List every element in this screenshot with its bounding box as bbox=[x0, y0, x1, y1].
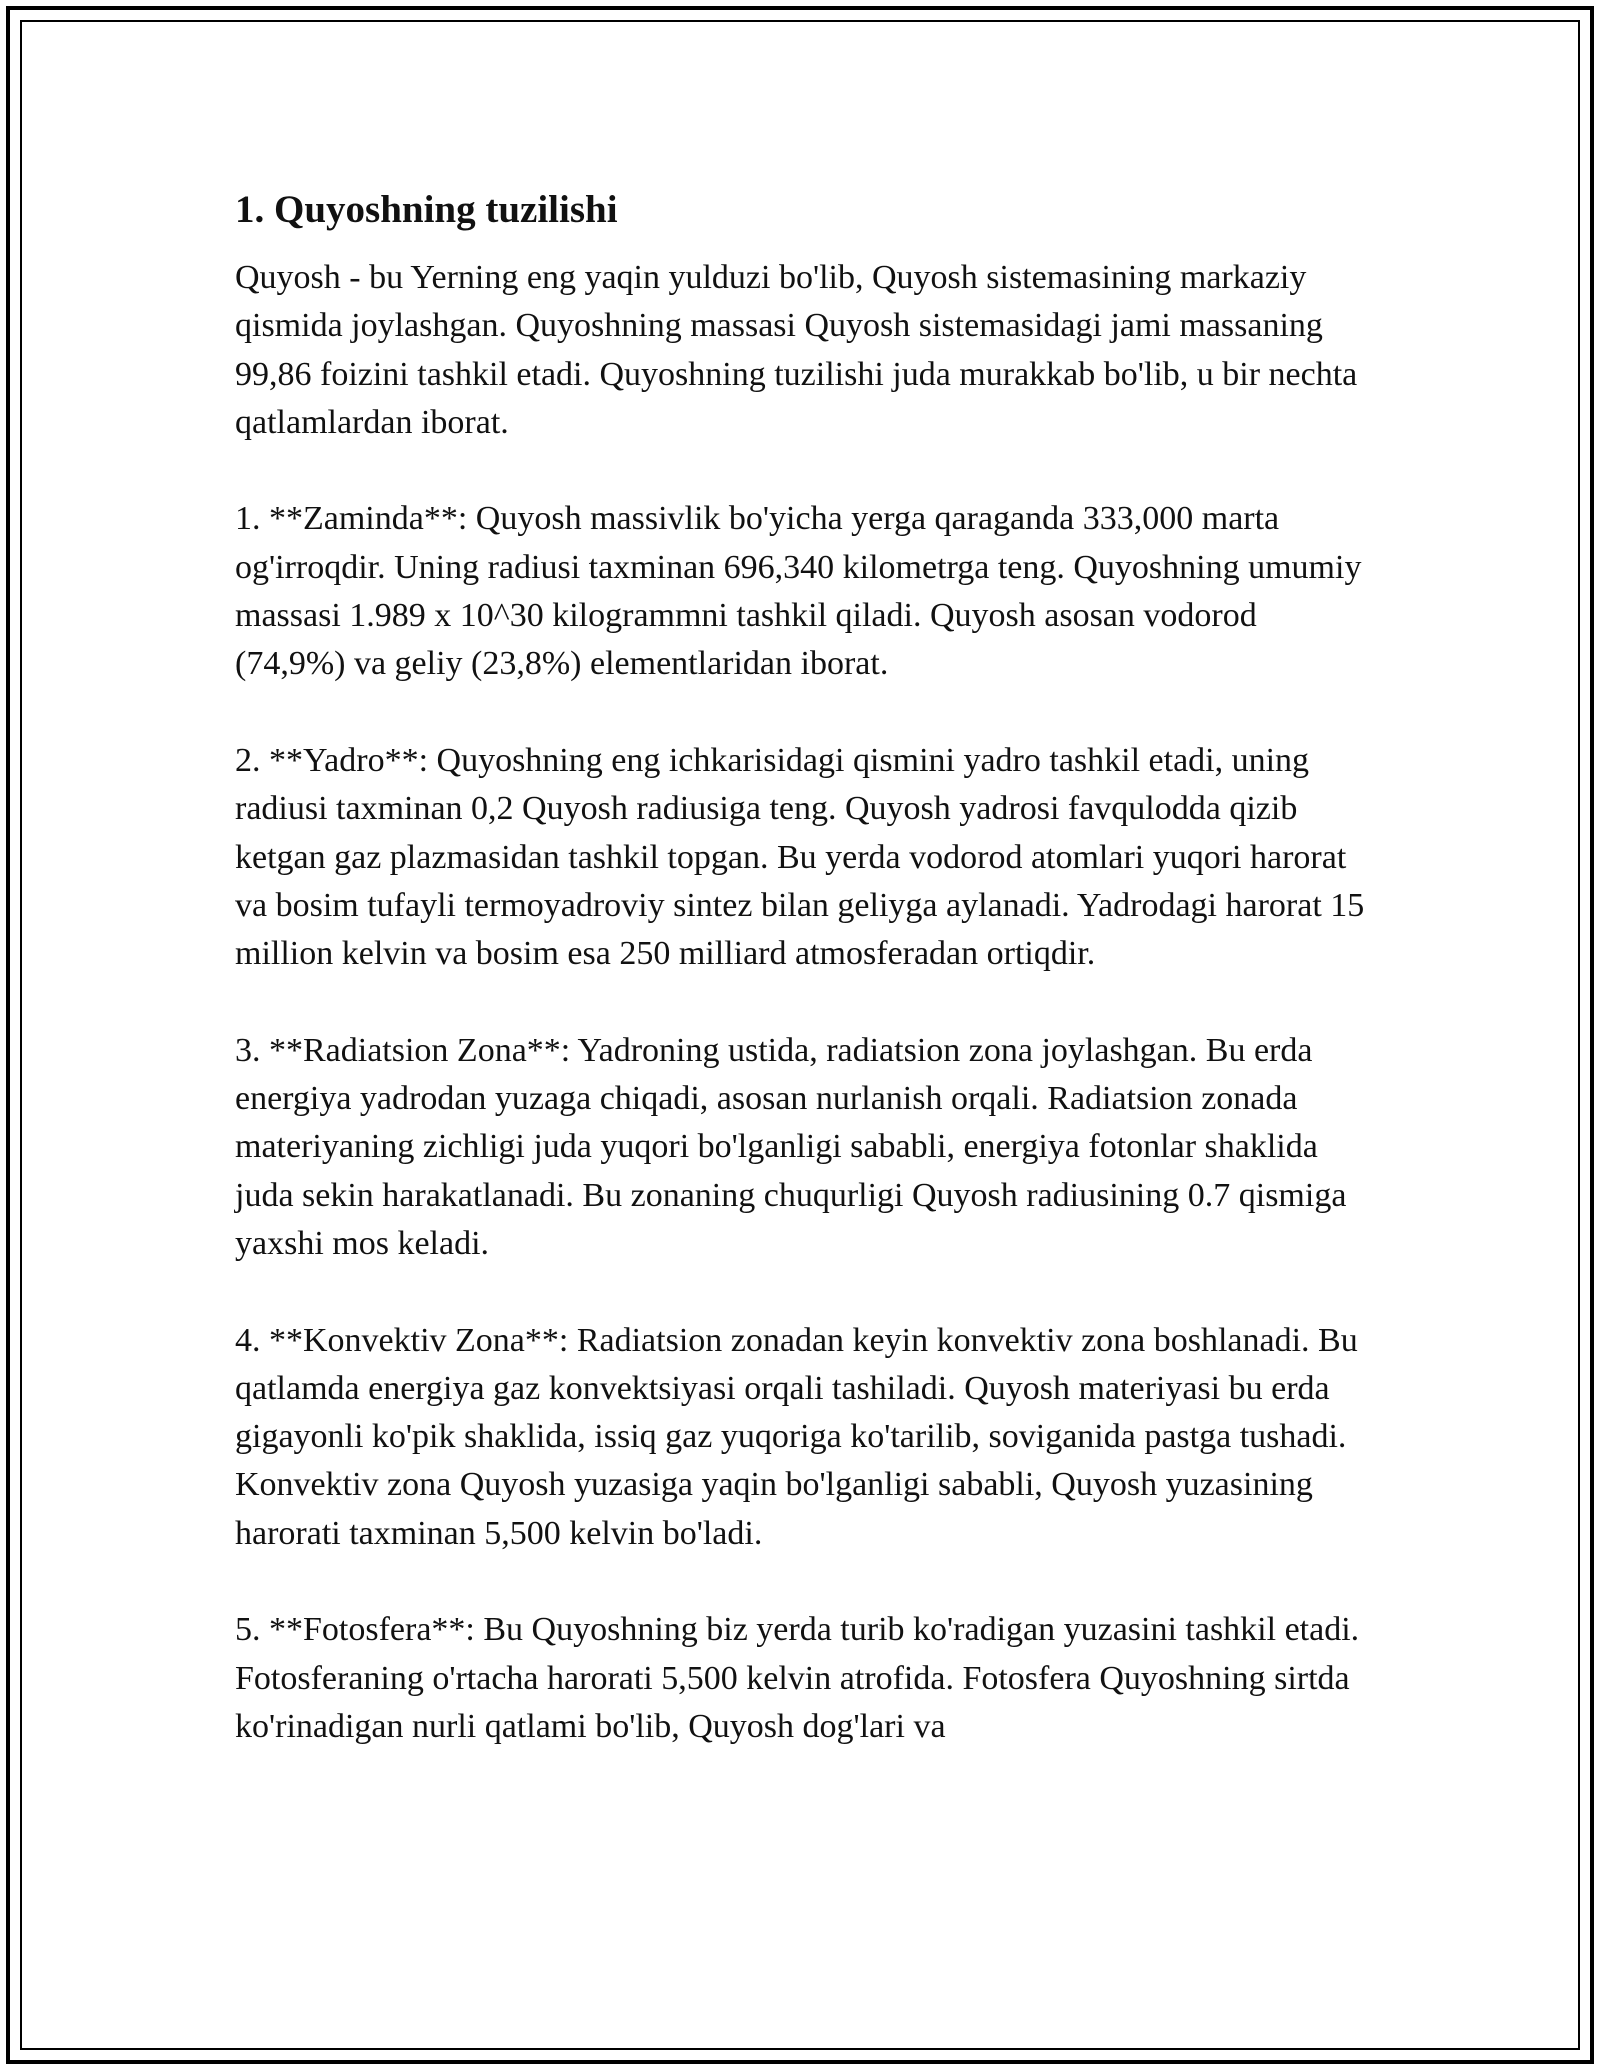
paragraph-zaminda: 1. **Zaminda**: Quyosh massivlik bo'yicha yerga qaraganda 333,000 marta og'irroqdir. Uning radiusi taxminan 696,340 kilometrga teng. Quyoshning umumiy massasi 1.989 x 10^30 kilogrammni tashkil qiladi. Quyosh asosan vodorod (74,9%) va geliy (23,8%) elementlaridan iborat. bbox=[235, 500, 1362, 683]
paragraph-fotosfera: 5. **Fotosfera**: Bu Quyoshning biz yerda turib ko'radigan yuzasini tashkil etadi. Fotosferaning o'rtacha harorati 5,500 kelvin atrofida. Fotosfera Quyoshning sirtda ko'rinadigan nurli qatlami bo'lib, Quyosh dog'lari va bbox=[235, 1611, 1360, 1745]
intro-paragraph: Quyosh - bu Yerning eng yaqin yulduzi bo'lib, Quyosh sistemasining markaziy qismida joylashgan. Quyoshning massasi Quyosh sistemasidagi jami massaning 99,86 foizini tashkil etadi. Quyoshning tuzilishi juda murakkab bo'lib, u bir nechta qatlamlardan iborat. bbox=[235, 259, 1358, 441]
document-body bbox=[235, 186, 1375, 1800]
paragraph-konvektiv-zona: 4. **Konvektiv Zona**: Radiatsion zonadan keyin konvektiv zona boshlanadi. Bu qatlamda energiya gaz konvektsiyasi orqali tashiladi. Quyosh materiyasi bu erda gigayonli ko'pik shaklida, issiq gaz yuqoriga ko'tarilib, soviganida pastga tushadi. Konvektiv zona Quyosh yuzasiga yaqin bo'lganligi sababli, Quyosh yuzasining harorati taxminan 5,500 kelvin bo'ladi. bbox=[235, 1321, 1358, 1552]
section-heading: 1. Quyoshning tuzilishi bbox=[235, 188, 618, 231]
paragraph-yadro: 2. **Yadro**: Quyoshning eng ichkarisidagi qismini yadro tashkil etadi, uning radiusi taxminan 0,2 Quyosh radiusiga teng. Quyosh yadrosi favqulodda qizib ketgan gaz plazmasidan tashkil topgan. Bu yerda vodorod atomlari yuqori harorat va bosim tufayli termoyadroviy sintez bilan geliyga aylanadi. Yadrodagi harorat 15 million kelvin va bosim esa 250 milliard atmosferadan ortiqdir. bbox=[235, 741, 1365, 973]
paragraph-radiatsion-zona: 3. **Radiatsion Zona**: Yadroning ustida, radiatsion zona joylashgan. Bu erda energiya yadrodan yuzaga chiqadi, asosan nurlanish orqali. Radiatsion zonada materiyaning zichligi juda yuqori bo'lganligi sababli, energiya fotonlar shaklida juda sekin harakatlanadi. Bu zonaning chuqurligi Quyosh radiusining 0.7 qismiga yaxshi mos keladi. bbox=[235, 1031, 1347, 1262]
